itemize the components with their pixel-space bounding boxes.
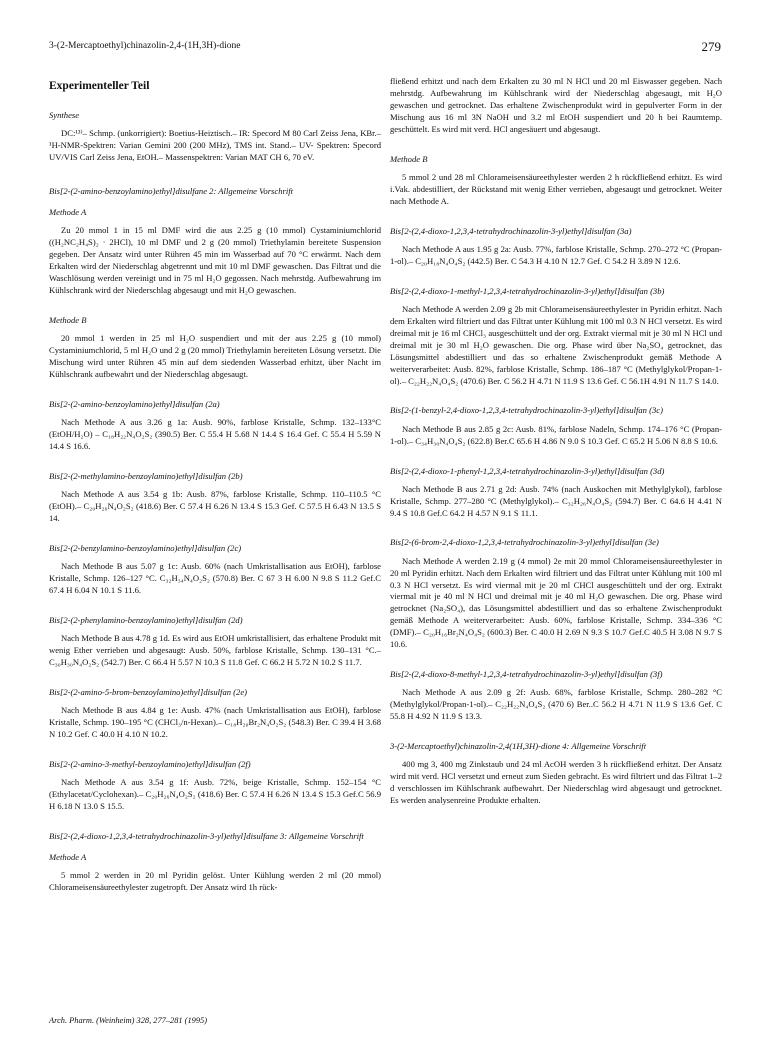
- running-head-title: 3-(2-Mercaptoethyl)chinazolin-2,4-(1H,3H)-dione: [49, 41, 241, 51]
- para-3a: Nach Methode A aus 1.95 g 2a: Ausb. 77%, farblose Kristalle, Schmp. 270–272 °C (Propan-1-ol).– C₂₀H₁₈N₄O₄S₂ (442.5) Ber. C 54.3 H 4.10 N 12.7 Gef. C 54.2 H 3.89 N 12.6.: [390, 243, 722, 266]
- para-2b: Nach Methode A aus 3.54 g 1b: Ausb. 87%, farblose Kristalle, Schmp. 110–110.5 °C (EtOH).– C₂₀H₂₆N₄O₂S₂ (418.6) Ber. C 57.4 H 6.26 N 13.4 S 15.3 Gef. C 57.5 H 6.43 N 13.5 S 14.: [49, 489, 381, 523]
- subhead-2c: Bis[2-(2-benzylamino-benzoylamino)ethyl]disulfan (2c): [49, 542, 242, 553]
- para-methode-a: Zu 20 mmol 1 in 15 ml DMF wird die aus 2.25 g (10 mmol) Cystaminiumchlorid ((H₂NC₂H₄S)₂ · 2HCl), 10 ml DMF und 2 g (20 mmol) Triethylamin bereitete Suspension gegeben. Der Ansatz wird unter Rühren 45 min im Wasserbad auf 70 °C erwärmt. Nach dem Erkalten wird der Niederschlag abgetrennt und mit 10 ml DMF gewaschen. Das Filtrat und die Waschlösung werden vereinigt und in 75 ml H₂O gegossen. Nach mehrstdg. Aufbewahrung im Kühlschrank wird der Niederschlag abgesaugt und mit H₂O gewaschen.: [49, 225, 381, 296]
- subhead-2d: Bis[2-(2-phenylamino-benzoylamino)ethyl]disulfan (2d): [49, 614, 243, 625]
- section-title: Experimenteller Teil: [49, 80, 150, 92]
- page-number: 279: [701, 39, 721, 54]
- para-2a: Nach Methode A aus 3.26 g 1a: Ausb. 90%, farblose Kristalle, Schmp. 132–133°C (EtOH/H₂O) – C₁₈H₂₂N₄O₂S₂ (390.5) Ber. C 55.4 H 5.68 N 14.4 S 16.4 Gef. C 55.4 H 5.59 N 14.4 S 16.6.: [49, 417, 381, 451]
- para-2f: Nach Methode A aus 3.54 g 1f: Ausb. 72%, beige Kristalle, Schmp. 152–154 °C (Ethylacetat/Cyclohexan).– C₂₀H₂₆N₄O₂S₂ (418.6) Ber. C 57.4 H 6.26 N 13.4 S 15.3 Gef.C 56.9 H 6.18 N 13.0 S 15.5.: [49, 776, 381, 811]
- para-3b: Nach Methode A werden 2.09 g 2b mit Chlorameisensäureethylester in Pyridin erhitzt. Nach dem Erkalten wird filtriert und das Filtrat unter Kühlung mit 100 ml 0.3 N HCl versetzt. Es wird dreimal mit je 16 ml CHCl₃ ausgeschüttelt und der org. Extrakt viermal mit je 30 ml N HCl und dreimal mit je 30 ml H₂O gewaschen. Die org. Phase wird über Na₂SO₄ getrocknet, das Lösungsmittel abdestilliert und das so erhaltene Zwischenprodukt gemäß Methode A weiterverarbeitet: Ausb. 82%, farblose Kristalle, Schmp. 186–187 °C (Methylglykol/Propan-1-ol).– C₂₂H₂₂N₄O₄S₂ (470.6) Ber. C 56.2 H 4.71 N 11.9 S 13.6 Gef. C 56.1H 4.91 N 11.7 S 14.0.: [390, 303, 722, 386]
- subhead-2f: Bis[2-(2-amino-3-methyl-benzoylamino)ethyl]disulfan (2f): [49, 758, 251, 769]
- para-methode-b2: 5 mmol 2 und 28 ml Chlorameisensäureethylester werden 2 h rückfließend erhitzt. Es wird i.Vak. abdestilliert, der Rückstand mit wenig Ether verrieben, abgesaugt und getrocknet. Weiter nach Methode A.: [390, 171, 722, 206]
- subhead-2a: Bis[2-(2-amino-benzoylamino)ethyl]disulfan (2a): [49, 398, 220, 409]
- subhead-methode-b2: Methode B: [390, 153, 428, 164]
- subhead-3f: Bis[2-(2,4-dioxo-8-methyl-1,2,3,4-tetrahydrochinazolin-3-yl)ethyl]disulfan (3f): [390, 669, 663, 680]
- subhead-3d: Bis[2-(2,4-dioxo-1-phenyl-1,2,3,4-tetrahydrochinazolin-3-yl)ethyl]disulfan (3d): [390, 465, 665, 476]
- subhead-3e: Bis[2-(6-brom-2,4-dioxo-1,2,3,4-tetrahydrochinazolin-3-yl)ethyl]disulfan (3e): [390, 537, 659, 548]
- subhead-2b: Bis[2-(2-methylamino-benzoylamino)ethyl]disulfan (2b): [49, 470, 243, 481]
- para-2d: Nach Methode B aus 4.78 g 1d. Es wird aus EtOH umkristallisiert, das erhaltene Produkt mit wenig Ether verrieben und abgesaugt: Ausb. 50%, farblose Kristalle, Schmp. 130–131 °C.– C₃₀H₃₀N₄O₂S₂ (542.7) Ber. C 66.4 H 5.57 N 10.3 S 11.8 Gef. C 66.2 H 5.72 N 10.2 S 11.7.: [49, 633, 381, 667]
- para-2c: Nach Methode B aus 5.07 g 1c: Ausb. 60% (nach Umkristallisation aus EtOH), farblose Kristalle, Schmp. 126–127 °C. C₃₂H₃₄N₄O₂S₂ (570.8) Ber. C 67 3 H 6.00 N 9.8 S 11.2 Gef.C 67.4 H 6.04 N 10.1 S 11.6.: [49, 561, 381, 595]
- subhead-methode-a2: Methode A: [49, 851, 87, 862]
- subhead-3b: Bis[2-(2,4-dioxo-1-methyl-1,2,3,4-tetrahydrochinazolin-3-yl)ethyl]disulfan (3b): [390, 285, 665, 296]
- para-2e: Nach Methode B aus 4.84 g 1e: Ausb. 47% (nach Umkristallisation aus EtOH), farblose Kristalle, Schmp. 190–195 °C (CHCl₃/n-Hexan).– C₁₈H₂₀Br₂N₄O₂S₂ (548.3) Ber. C 39.4 H 3.68 N 10.2 Gef. C 40.0 H 4.10 N 10.2.: [49, 704, 381, 739]
- para-4: 400 mg 3, 400 mg Zinkstaub und 24 ml AcOH werden 3 h rückfließend erhitzt. Der Ansatz wird mit verd. HCl versetzt und erneut zum Sieden gebracht. Es wird filtriert und das Filtrat 1–2 d verschlossen im Kühlschrank aufbewahrt. Der Niederschlag wird abgesaugt und getrocknet. Es werden analysenreine Produkte erhalten.: [390, 759, 722, 806]
- para-methode-b: 20 mmol 1 werden in 25 ml H₂O suspendiert und mit der aus 2.25 g (10 mmol) Cystaminiumchlorid, 5 ml H₂O und 2 g (20 mmol) Triethylamin bereiteten Lösung versetzt. Die Mischung wird unter Rühren 45 min auf dem siedenden Wasserbad erhitzt, über Nacht im Kühlschrank aufbewahrt und der Niederschlag abgesaugt.: [49, 333, 381, 379]
- para-methode-a2: 5 mmol 2 werden in 20 ml Pyridin gelöst. Unter Kühlung werden 2 ml (20 mmol) Chlorameisensäureethylester zugetropft. Der Ansatz wird 1h rück-: [49, 870, 381, 893]
- subhead-3c: Bis[2-(1-benzyl-2,4-dioxo-1,2,3,4-tetrahydrochinazolin-3-yl)ethyl]disulfan (3c): [390, 405, 663, 416]
- right-column: [390, 76, 722, 811]
- para-3f: Nach Methode A aus 2.09 g 2f: Ausb. 68%, farblose Kristalle, Schmp. 280–282 °C (Methylglykol/Propan-1-ol).– C₂₂H₂₂N₄O₄S₂ (470 6) Ber..C 56.2 H 4.71 N 11.9 S 13.6 Gef. C 55.8 H 4.92 N 11.9 S 13.3.: [390, 687, 722, 722]
- subhead-bis2: Bis[2-(2-amino-benzoylamino)ethyl]disulfane 2: Allgemeine Vorschrift: [49, 185, 294, 196]
- para-continuation: fließend erhitzt und nach dem Erkalten zu 30 ml N HCl und 20 ml Eiswasser gegeben. Nach mehrstdg. Aufbewahrung im Kühlschrank wird der Niederschlag abgesaugt, mit H₂O gewaschen und getrocknet. Das erhaltene Zwischenprodukt wird in gepulverter Form in der Mischung aus 16 ml 3N NaOH und 3.2 ml EtOH suspendiert und 20 h bei Raumtemp. geschüttelt. Es wird mit verd. HCl angesäuert und abgesaugt.: [390, 76, 722, 134]
- para-synthese: DC:¹³⁾– Schmp. (unkorrigiert): Boetius-Heiztisch.– IR: Specord M 80 Carl Zeiss Jena, KBr.– ¹H-NMR-Spektren: Varian Gemini 200 (200 MHz), TMS int. Stand.– UV- Spektren: Specord UV/VIS Carl Zeiss Jena, EtOH.– Massenspektren: Varian MAT CH 6, 70 eV.: [49, 128, 381, 163]
- left-column: [49, 76, 381, 898]
- running-head: [49, 41, 721, 57]
- subhead-methode-b: Methode B: [49, 314, 87, 325]
- subhead-methode-a: Methode A: [49, 207, 87, 218]
- subhead-bis3: Bis[2-(2,4-dioxo-1,2,3,4-tetrahydrochinazolin-3-yl)ethyl]disulfane 3: Allgemeine Vorschrift: [49, 830, 364, 841]
- para-3d: Nach Methode B aus 2.71 g 2d: Ausb. 74% (nach Auskochen mit Methylglykol), farblose Kristalle, Schmp. 277–280 °C (Methylglykol).– C₃₂H₂₆N₄O₄S₂ (594.7) Ber. C 64.6 H 4.41 N 9.4 S 10.8 Gef.C 64.2 H 4.57 N 9.1 S 11.1.: [390, 483, 722, 518]
- subhead-4: 3-(2-Mercaptoethyl)chinazolin-2,4(1H,3H)-dione 4: Allgemeine Vorschrift: [390, 741, 647, 752]
- subhead-3a: Bis[2-(2,4-dioxo-1,2,3,4-tetrahydrochinazolin-3-yl)ethyl]disulfan (3a): [390, 225, 632, 236]
- footer-citation: Arch. Pharm. (Weinheim) 328, 277–281 (1995): [49, 1016, 208, 1025]
- subhead-synthese: Synthese: [49, 110, 80, 120]
- subhead-2e: Bis[2-(2-amino-5-brom-benzoylamino)ethyl]disulfan (2e): [49, 686, 248, 697]
- para-3e: Nach Methode A werden 2.19 g (4 mmol) 2e mit 20 mmol Chlorameisensäureethylester in 20 ml Pyridin erhitzt. Nach dem Erkalten wird filtriert und das Filtrat unter Kühlung mit 100 ml 0.3 N HCl versetzt. Es wird viermal mit je 20 ml CHCl ausgeschüttelt und der org. Extrakt viermal mit je 40 ml N HCl und dreimal mit je 40 ml H₂O gewaschen. Die org. Phase wird getrocknet (Na₂SO₄), das Lösungsmittel abdestilliert und das so erhaltene Zwischenprodukt gemäß Methode A weiterverarbeitet: Ausb. 60%, farblose Kristalle, Schmp. 334–336 °C (DMF).– C₂₀H₁₆Br₂N₄O₄S₂ (600.3) Ber. C 40.0 H 2.69 N 9.3 S 10.7 Gef.C 40.5 H 3.08 N 9.7 S 10.6.: [390, 555, 722, 650]
- para-3c: Nach Methode B aus 2.85 g 2c: Ausb. 81%, farblose Nadeln, Schmp. 174–176 °C (Propan-1-ol).– C₃₄H₃₀N₄O₄S₂ (622.8) Ber.C 65.6 H 4.86 N 9.0 S 10.3 Gef. C 65.2 H 5.06 N 8.8 S 10.6.: [390, 423, 722, 446]
